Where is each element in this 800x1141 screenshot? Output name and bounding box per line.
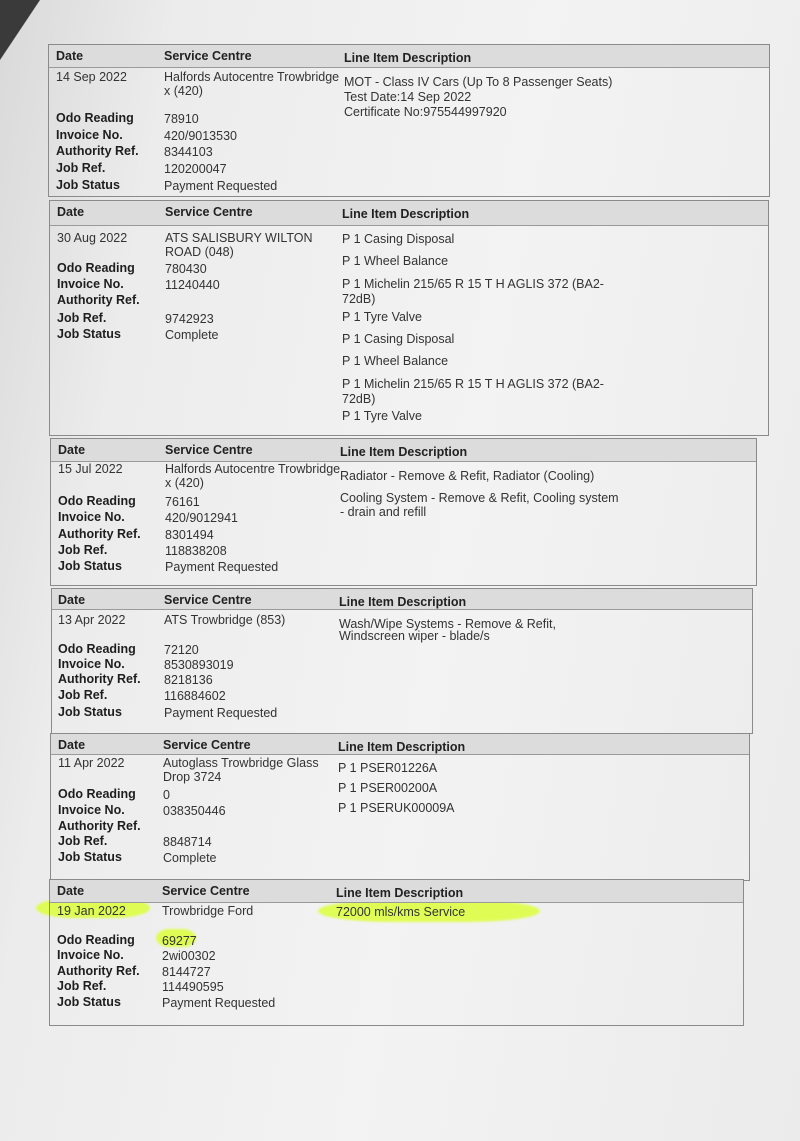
field-value-invoice: 038350446 [163,804,226,818]
line-item: P 1 Wheel Balance [342,354,449,368]
line-item: P 1 Michelin 215/65 R 15 T H AGLIS 372 (BA2- [342,377,604,391]
service-centre: Halfords Autocentre Trowbridge [165,462,341,476]
line-item: 72dB) [342,292,376,306]
line-item: P 1 PSER01226A [338,761,438,775]
field-label-invoice: Invoice No. [58,803,125,817]
field-label-job-ref: Job Ref. [57,979,107,993]
record-date: 30 Aug 2022 [57,231,128,245]
service-record [50,438,757,586]
field-label-job-ref: Job Ref. [58,834,108,848]
field-label-odo: Odo Reading [58,494,136,508]
field-label-job-ref: Job Ref. [57,311,107,325]
service-record [49,200,769,436]
record-date: 19 Jan 2022 [57,904,126,918]
header-date: Date [57,205,85,219]
field-value-job-ref: 116884602 [164,689,226,703]
header-line-item: Line Item Description [339,595,467,609]
field-label-job-status: Job Status [58,705,122,719]
service-record [51,588,753,734]
field-value-job-ref: 8848714 [163,835,212,849]
header-line-item: Line Item Description [340,445,468,459]
header-date: Date [56,49,84,63]
field-value-authority: 8344103 [164,145,213,159]
line-item: Radiator - Remove & Refit, Radiator (Cooling) [340,469,595,483]
header-service-centre: Service Centre [165,443,253,457]
field-label-odo: Odo Reading [58,642,136,656]
service-record [48,44,770,197]
field-label-job-ref: Job Ref. [56,161,106,175]
line-item: Wash/Wipe Systems - Remove & Refit, [339,617,556,631]
header-line-item: Line Item Description [344,51,472,65]
field-value-invoice: 420/9012941 [165,511,238,525]
header-service-centre: Service Centre [163,738,251,752]
field-value-job-status: Complete [165,328,219,342]
field-value-odo: 78910 [164,112,199,126]
header-service-centre: Service Centre [164,593,252,607]
field-label-invoice: Invoice No. [57,948,124,962]
line-item: 72000 mls/kms Service [336,905,466,919]
field-label-authority: Authority Ref. [56,144,139,158]
line-item: MOT - Class IV Cars (Up To 8 Passenger Seats) [344,75,613,89]
record-header [51,734,749,755]
header-service-centre: Service Centre [164,49,252,63]
line-item: Windscreen wiper - blade/s [339,629,490,643]
field-value-odo: 69277 [162,934,197,948]
service-centre: ROAD (048) [165,245,234,259]
record-date: 14 Sep 2022 [56,70,127,84]
record-header [51,439,756,462]
field-value-odo: 0 [163,788,170,802]
line-item: - drain and refill [340,505,427,519]
field-value-job-ref: 118838208 [165,544,227,558]
field-label-job-status: Job Status [57,327,121,341]
line-item: P 1 Casing Disposal [342,332,455,346]
record-header [50,880,743,903]
field-value-invoice: 11240440 [165,278,220,292]
line-item: Certificate No:975544997920 [344,105,507,119]
service-centre: x (420) [164,84,203,98]
line-item: P 1 Tyre Valve [342,409,422,423]
header-line-item: Line Item Description [338,740,466,754]
field-value-invoice: 8530893019 [164,658,234,672]
header-date: Date [58,593,86,607]
record-date: 13 Apr 2022 [58,613,126,627]
field-value-job-status: Payment Requested [162,996,276,1010]
service-record [50,733,750,881]
field-value-job-status: Payment Requested [164,706,278,720]
field-value-odo: 76161 [165,495,200,509]
service-centre: x (420) [165,476,204,490]
record-date: 15 Jul 2022 [58,462,123,476]
line-item: P 1 Tyre Valve [342,310,422,324]
line-item: 72dB) [342,392,376,406]
field-label-job-status: Job Status [58,559,122,573]
field-value-job-status: Complete [163,851,217,865]
field-label-job-status: Job Status [56,178,120,192]
field-label-authority: Authority Ref. [57,964,140,978]
header-line-item: Line Item Description [336,886,464,900]
field-label-authority: Authority Ref. [58,819,141,833]
field-label-job-ref: Job Ref. [58,543,108,557]
header-date: Date [57,884,85,898]
field-value-odo: 780430 [165,262,207,276]
line-item: P 1 Wheel Balance [342,254,449,268]
header-date: Date [58,443,86,457]
field-value-authority: 8144727 [162,965,211,979]
field-value-invoice: 420/9013530 [164,129,237,143]
field-label-authority: Authority Ref. [57,293,140,307]
field-label-authority: Authority Ref. [58,672,141,686]
field-value-job-status: Payment Requested [164,179,278,193]
field-value-job-status: Payment Requested [165,560,279,574]
line-item: Test Date:14 Sep 2022 [344,90,472,104]
line-item: P 1 Casing Disposal [342,232,455,246]
field-value-job-ref: 114490595 [162,980,224,994]
field-value-job-ref: 120200047 [164,162,227,176]
line-item: P 1 PSERUK00009A [338,801,455,815]
field-label-authority: Authority Ref. [58,527,141,541]
field-label-odo: Odo Reading [56,111,134,125]
line-item: Cooling System - Remove & Refit, Cooling system [340,491,619,505]
record-date: 11 Apr 2022 [58,756,125,770]
line-item: P 1 PSER00200A [338,781,438,795]
service-centre: Halfords Autocentre Trowbridge [164,70,340,84]
service-record [49,879,744,1026]
field-value-odo: 72120 [164,643,199,657]
service-centre: Trowbridge Ford [162,904,254,918]
field-value-job-ref: 9742923 [165,312,214,326]
service-centre: Autoglass Trowbridge Glass [163,756,319,770]
field-value-authority: 8218136 [164,673,213,687]
header-line-item: Line Item Description [342,207,470,221]
field-label-invoice: Invoice No. [58,510,125,524]
header-service-centre: Service Centre [162,884,250,898]
header-service-centre: Service Centre [165,205,253,219]
field-value-authority: 8301494 [165,528,214,542]
field-label-odo: Odo Reading [58,787,136,801]
service-centre: Drop 3724 [163,770,222,784]
field-value-invoice: 2wi00302 [162,949,216,963]
field-label-odo: Odo Reading [57,933,135,947]
header-date: Date [58,738,86,752]
field-label-odo: Odo Reading [57,261,135,275]
field-label-job-status: Job Status [57,995,121,1009]
record-header [52,589,752,610]
field-label-invoice: Invoice No. [58,657,125,671]
record-header [49,45,769,68]
service-centre: ATS Trowbridge (853) [164,613,286,627]
record-header [50,201,768,226]
field-label-job-ref: Job Ref. [58,688,108,702]
field-label-job-status: Job Status [58,850,122,864]
service-centre: ATS SALISBURY WILTON [165,231,313,245]
field-label-invoice: Invoice No. [57,277,124,291]
line-item: P 1 Michelin 215/65 R 15 T H AGLIS 372 (BA2- [342,277,604,291]
field-label-invoice: Invoice No. [56,128,123,142]
